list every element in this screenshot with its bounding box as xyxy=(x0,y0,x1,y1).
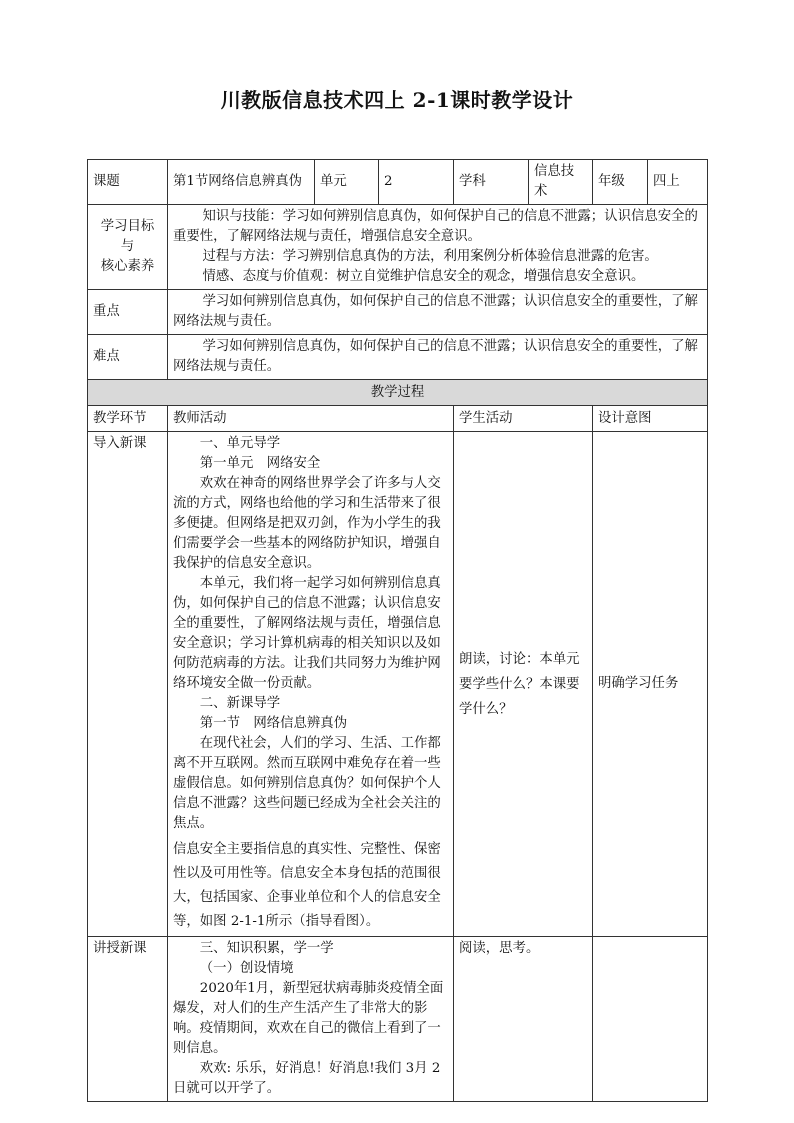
process-heading: 教学过程 xyxy=(88,380,708,406)
intro-row xyxy=(88,432,708,937)
keypoint-text: 学习如何辨别信息真伪，如何保护自己的信息不泄露；认识信息安全的重要性，了解网络法规与责任。 xyxy=(168,290,708,335)
keypoint-label: 重点 xyxy=(88,290,168,335)
new-lesson-heading: 二、新课导学 xyxy=(199,696,281,711)
intro-student-activity xyxy=(454,432,593,937)
teach-design-intent xyxy=(593,937,708,1102)
col-intent: 设计意图 xyxy=(593,406,708,432)
unit-title: 第一单元 网络安全 xyxy=(199,456,321,471)
teach-teacher-activity xyxy=(168,937,454,1102)
unit-guide-heading: 一、单元导学 xyxy=(199,436,281,451)
unit-label: 单元 xyxy=(315,160,379,205)
col-student: 学生活动 xyxy=(454,406,593,432)
knowledge-heading: 三、知识积累，学一学 xyxy=(199,941,334,956)
document-title: 川教版信息技术四上 2-1课时教学设计 xyxy=(220,88,574,112)
goal-process: 过程与方法：学习辨别信息真伪的方法，利用案例分析体验信息泄露的危害。 xyxy=(202,249,658,264)
goals-label-line-2: 与 xyxy=(120,239,135,254)
info-security-paragraph: 信息安全主要指信息的真实性、完整性、保密性以及可用性等。信息安全本身包括的范围很大，包括国家、企事业单位和个人的信息安全等，如图 2-1-1所示（指导看图）。 xyxy=(173,842,441,929)
grade-label: 年级 xyxy=(593,160,648,205)
goals-label-line-1: 学习目标 xyxy=(100,219,155,234)
intro-stage: 导入新课 xyxy=(88,432,168,937)
intro-design-intent: 明确学习任务 xyxy=(593,432,708,937)
goal-knowledge: 知识与技能：学习如何辨别信息真伪，如何保护自己的信息不泄露；认识信息安全的重要性，了解网络法规与责任，增强信息安全意识。 xyxy=(173,209,698,244)
difficulty-row xyxy=(88,335,708,380)
grade-value: 四上 xyxy=(648,160,708,205)
dialogue-line: 欢欢: 乐乐，好消息！好消息!我们 3月 2日就可以开学了。 xyxy=(173,1061,441,1096)
lesson-title: 第一节 网络信息辨真伪 xyxy=(199,716,348,731)
col-stage: 教学环节 xyxy=(88,406,168,432)
difficulty-label: 难点 xyxy=(88,335,168,380)
goals-content xyxy=(168,205,708,290)
unit-value: 2 xyxy=(379,160,454,205)
unit-intro-paragraph: 欢欢在神奇的网络世界学会了许多与人交流的方式，网络也给他的学习和生活带来了很多便捷。但网络是把双刃剑，作为小学生的我们需要学会一些基本的网络防护知识，增强自我保护的信息安全意识。 xyxy=(173,476,441,571)
teach-stage: 讲授新课 xyxy=(88,937,168,1102)
goals-label-line-3: 核心素养 xyxy=(100,259,155,274)
process-heading-row xyxy=(88,380,708,406)
subject-label: 学科 xyxy=(454,160,529,205)
goal-attitude: 情感、态度与价值观：树立自觉维护信息安全的观念，增强信息安全意识。 xyxy=(202,269,645,284)
lesson-context-paragraph: 在现代社会，人们的学习、生活、工作都离不开互联网。然而互联网中难免存在着一些虚假信息。如何辨别信息真伪？如何保护个人信息不泄露？这些问题已经成为全社会关注的焦点。 xyxy=(173,736,441,831)
scenario-heading: （一）创设情境 xyxy=(199,961,294,976)
unit-overview-paragraph: 本单元，我们将一起学习如何辨别信息真伪，如何保护自己的信息不泄露；认识信息安全的重要性，了解网络法规与责任，增强信息安全意识；学习计算机病毒的相关知识以及如何防范病毒的方法。让我们共同努力为维护网络环境安全做一份贡献。 xyxy=(173,576,441,691)
topic-label: 课题 xyxy=(88,160,168,205)
intro-student-text: 朗读，讨论：本单元要学些什么？本课要学什么？ xyxy=(459,651,580,717)
info-row xyxy=(88,160,708,205)
goals-label xyxy=(88,205,168,290)
lesson-plan-table xyxy=(87,159,708,1102)
topic-value: 第1节网络信息辨真伪 xyxy=(168,160,315,205)
col-teacher: 教师活动 xyxy=(168,406,454,432)
teach-row xyxy=(88,937,708,1102)
subject-value: 信息技术 xyxy=(529,160,593,205)
teach-student-activity: 阅读，思考。 xyxy=(454,937,593,1102)
goals-row xyxy=(88,205,708,290)
scenario-paragraph: 2020年1月，新型冠状病毒肺炎疫情全面爆发，对人们的生产生活产生了非常大的影响。疫情期间，欢欢在自己的微信上看到了一则信息。 xyxy=(173,981,444,1056)
keypoint-row xyxy=(88,290,708,335)
process-columns-row xyxy=(88,406,708,432)
difficulty-text: 学习如何辨别信息真伪，如何保护自己的信息不泄露；认识信息安全的重要性，了解网络法规与责任。 xyxy=(168,335,708,380)
intro-teacher-activity xyxy=(168,432,454,937)
